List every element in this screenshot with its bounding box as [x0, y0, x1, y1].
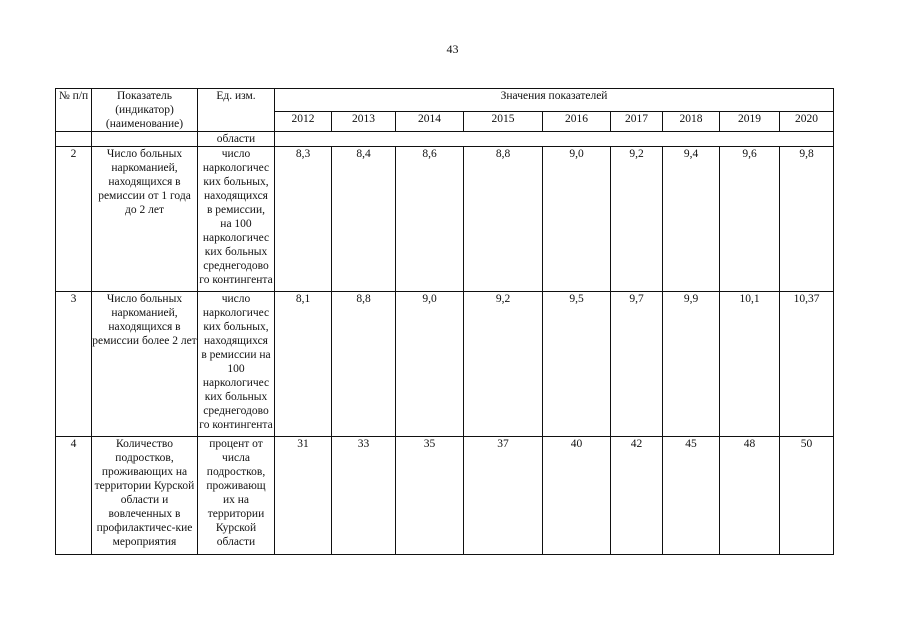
header-year-2019: 2019: [720, 111, 780, 131]
header-row-top: [56, 89, 834, 112]
header-unit: Ед. изм.: [198, 89, 275, 132]
row-value-2014: 9,0: [396, 292, 464, 437]
row-value-2019: 48: [720, 437, 780, 555]
page-number: 43: [446, 42, 459, 56]
row-unit: [198, 292, 275, 437]
row-value-2020: 9,8: [780, 147, 834, 292]
row-unit-line: в ремиссии на: [201, 349, 271, 361]
header-year-2018: 2018: [663, 111, 720, 131]
row-value-2015: 9,2: [464, 292, 543, 437]
header-year-2014: 2014: [396, 111, 464, 131]
row-value-2015: 37: [464, 437, 543, 555]
row-unit-line: наркологичес: [202, 162, 270, 174]
row-unit-line: находящихся: [204, 190, 268, 202]
header-num: № п/п: [56, 89, 92, 132]
continuation-indicator: [92, 132, 198, 147]
header-year-2012: 2012: [275, 111, 332, 131]
row-unit-line: го контингента: [199, 274, 273, 286]
row-unit-line: ких больных,: [203, 321, 269, 333]
row-unit-line: среднегодово: [203, 405, 269, 417]
row-value-2013: 33: [332, 437, 396, 555]
header-year-2013: 2013: [332, 111, 396, 131]
row-unit-line: среднегодово: [203, 260, 269, 272]
row-unit-line: наркологичес: [202, 307, 270, 319]
row-value-2019: 9,6: [720, 147, 780, 292]
row-value-2017: 9,2: [611, 147, 663, 292]
row-unit: [198, 147, 275, 292]
row-value-2013: 8,4: [332, 147, 396, 292]
row-value-2016: 9,5: [543, 292, 611, 437]
row-unit-line: области: [216, 536, 256, 548]
row-indicator: Число больных наркоманией, находящихся в ремиссии от 1 года до 2 лет: [92, 147, 198, 292]
row-value-2019: 10,1: [720, 292, 780, 437]
row-value-2018: 45: [663, 437, 720, 555]
table-row: [56, 292, 834, 437]
header-year-2017: 2017: [611, 111, 663, 131]
row-unit-line: ких больных,: [203, 176, 269, 188]
row-value-2015: 8,8: [464, 147, 543, 292]
row-value-2017: 9,7: [611, 292, 663, 437]
row-unit-line: наркологичес: [202, 232, 270, 244]
row-num: 3: [56, 292, 92, 437]
row-value-2020: 50: [780, 437, 834, 555]
row-value-2012: 8,3: [275, 147, 332, 292]
row-value-2014: 35: [396, 437, 464, 555]
row-unit-line: их на: [222, 494, 250, 506]
continuation-num: [56, 132, 92, 147]
header-year-2020: 2020: [780, 111, 834, 131]
row-value-2012: 8,1: [275, 292, 332, 437]
row-num: 2: [56, 147, 92, 292]
header-indicator: Показатель (индикатор) (наименование): [92, 89, 198, 132]
row-unit-line: 100: [227, 363, 245, 375]
row-unit-line: находящихся: [204, 335, 268, 347]
continuation-row: [56, 132, 834, 147]
row-unit: [198, 437, 275, 555]
row-value-2017: 42: [611, 437, 663, 555]
row-unit-line: на 100: [220, 218, 252, 230]
row-num: 4: [56, 437, 92, 555]
row-value-2020: 10,37: [780, 292, 834, 437]
table-row: [56, 437, 834, 555]
header-year-2015: 2015: [464, 111, 543, 131]
continuation-unit: области: [198, 132, 275, 147]
row-unit-line: ких больных: [204, 246, 268, 258]
row-value-2016: 40: [543, 437, 611, 555]
row-unit-line: проживающ: [206, 480, 266, 492]
row-unit-line: наркологичес: [202, 377, 270, 389]
header-year-2016: 2016: [543, 111, 611, 131]
row-value-2013: 8,8: [332, 292, 396, 437]
continuation-values: [275, 132, 834, 147]
row-indicator: Количество подростков, проживающих на территории Курской области и вовлеченных в профилактичес-кие мероприятия: [92, 437, 198, 555]
row-unit-line: го контингента: [199, 419, 273, 431]
row-unit-line: Курской: [215, 522, 257, 534]
row-unit-line: процент от: [209, 438, 263, 450]
header-values-title: Значения показателей: [275, 89, 834, 112]
row-unit-line: число: [221, 293, 251, 305]
row-indicator: Число больных наркоманией, находящихся в ремиссии более 2 лет: [92, 292, 198, 437]
row-value-2016: 9,0: [543, 147, 611, 292]
row-unit-line: в ремиссии,: [207, 204, 265, 216]
row-unit-line: подростков,: [206, 466, 266, 478]
row-unit-line: число: [221, 148, 251, 160]
row-value-2018: 9,4: [663, 147, 720, 292]
table-row: [56, 147, 834, 292]
row-value-2018: 9,9: [663, 292, 720, 437]
row-unit-line: ких больных: [204, 391, 268, 403]
row-unit-line: территории: [207, 508, 265, 520]
row-value-2014: 8,6: [396, 147, 464, 292]
row-unit-line: числа: [222, 452, 250, 464]
row-value-2012: 31: [275, 437, 332, 555]
indicators-table: [55, 88, 834, 555]
